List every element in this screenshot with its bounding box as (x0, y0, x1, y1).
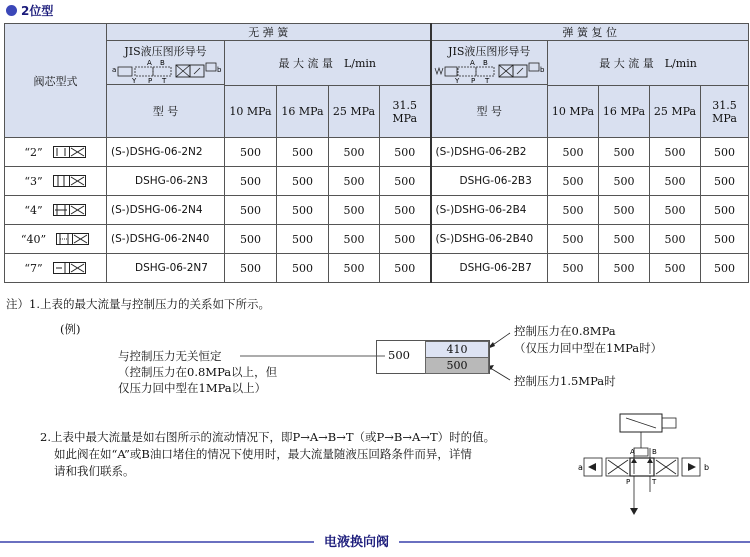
svg-text:T: T (485, 77, 490, 84)
flow-cell: 500 (329, 196, 380, 225)
jis-label-b: JIS液压图形导号 (448, 45, 531, 58)
flow-cell: 500 (701, 167, 749, 196)
left-line-1: 与控制压力无关恒定 (118, 349, 222, 363)
flow-cell: 500 (701, 254, 749, 283)
group-spring-return: 弹 簧 复 位 (431, 24, 749, 41)
model-n: (S-)DSHG-06-2N4 (107, 196, 225, 225)
flow-cell: 500 (380, 138, 431, 167)
flow-cell: 500 (599, 254, 650, 283)
note-1: 注）1.上表的最大流量与控制压力的关系如下所示。 (6, 297, 270, 311)
flow-cell: 500 (701, 196, 749, 225)
model-b: DSHG-06-2B7 (431, 254, 548, 283)
model-n: DSHG-06-2N3 (107, 167, 225, 196)
example-box-value: 500 (388, 348, 410, 362)
flow-cell: 500 (225, 225, 277, 254)
flow-cell: 500 (380, 196, 431, 225)
flow-cell: 500 (329, 167, 380, 196)
model-header-b: 型 号 (431, 85, 548, 138)
note2-line-3: 请和我们联系。 (54, 464, 135, 478)
jis-symbol-header-n (107, 41, 225, 85)
flow-cell: 500 (329, 138, 380, 167)
flow-cell: 500 (548, 196, 599, 225)
table-row (5, 196, 749, 225)
max-flow-header-b: 最 大 流 量 L/min (548, 41, 749, 86)
note2-line-1: 2.上表中最大流量是如右图所示的流动情况下，即P→A→B→T（或P→B→A→T）时的值。 (40, 430, 496, 444)
svg-text:P: P (626, 478, 631, 486)
flow-cell: 500 (277, 138, 329, 167)
table-row (5, 167, 749, 196)
flow-cell: 500 (650, 167, 701, 196)
left-line-3: 仅压力回中型在1MPa以上） (118, 381, 267, 395)
svg-text:Y: Y (131, 77, 136, 84)
model-b: (S-)DSHG-06-2B4 (431, 196, 548, 225)
table-row (5, 138, 749, 167)
example-right-text-1 (514, 323, 662, 357)
right1-line-1: 控制压力在0.8MPa (514, 324, 616, 338)
model-b: (S-)DSHG-06-2B40 (431, 225, 548, 254)
flow-cell: 500 (599, 196, 650, 225)
valve-symbol-spring-icon (432, 58, 548, 84)
flow-cell: 500 (599, 138, 650, 167)
svg-text:b: b (540, 66, 545, 74)
svg-text:B: B (652, 448, 657, 456)
pressure-b-1: 16 MPa (599, 86, 650, 138)
svg-text:P: P (147, 77, 152, 84)
pressure-b-0: 10 MPa (548, 86, 599, 138)
svg-text:A: A (470, 59, 476, 67)
flow-cell: 500 (277, 167, 329, 196)
flow-cell: 500 (701, 138, 749, 167)
spool-cell (5, 225, 107, 254)
jis-symbol-header-b (431, 41, 548, 85)
svg-text:B: B (159, 59, 165, 67)
section-title: 2位型 (21, 4, 54, 18)
group-no-spring: 无 弹 簧 (107, 24, 431, 41)
example-lower-value: 500 (425, 357, 489, 374)
flow-cell: 500 (650, 196, 701, 225)
pressure-n-3: 31.5 MPa (380, 86, 431, 138)
svg-text:b: b (216, 66, 221, 74)
svg-text:B: B (483, 59, 489, 67)
spool-label: “7” (24, 261, 43, 275)
example-upper-value: 410 (425, 341, 489, 358)
right1-line-2: （仅压力回中型在1MPa时） (514, 341, 663, 355)
pressure-n-2: 25 MPa (329, 86, 380, 138)
max-flow-header-n: 最 大 流 量 L/min (225, 41, 431, 86)
spool-type-header: 阀芯型式 (5, 24, 107, 138)
spool-symbol-icon (53, 204, 87, 216)
spool-label: “4” (24, 203, 43, 217)
flow-cell: 500 (599, 167, 650, 196)
flow-cell: 500 (380, 225, 431, 254)
model-b: (S-)DSHG-06-2B2 (431, 138, 548, 167)
spool-cell (5, 254, 107, 283)
flow-cell: 500 (329, 254, 380, 283)
pressure-b-2: 25 MPa (650, 86, 701, 138)
footer-title: 电液换向阀 (314, 531, 399, 550)
svg-text:A: A (146, 59, 152, 67)
model-n: (S-)DSHG-06-2N40 (107, 225, 225, 254)
jis-label-n: JIS液压图形导号 (124, 45, 207, 58)
flow-cell: 500 (701, 225, 749, 254)
pressure-n-1: 16 MPa (277, 86, 329, 138)
flow-cell: 500 (599, 225, 650, 254)
spec-table (4, 23, 749, 283)
spool-label: “3” (24, 174, 43, 188)
flow-diagram-icon (568, 412, 748, 522)
example-label: (例) (60, 322, 81, 336)
spool-symbol-icon (53, 262, 87, 274)
model-header-n: 型 号 (107, 85, 225, 138)
svg-text:A: A (630, 448, 635, 456)
flow-cell: 500 (380, 254, 431, 283)
valve-symbol-icon (107, 58, 224, 84)
example-right-text-2: 控制压力1.5MPa时 (514, 374, 616, 388)
spool-label: “2” (24, 145, 43, 159)
example-left-text (118, 348, 277, 396)
svg-text:P: P (471, 77, 476, 84)
flow-cell: 500 (548, 167, 599, 196)
flow-cell: 500 (548, 138, 599, 167)
flow-cell: 500 (277, 225, 329, 254)
spool-label: “40” (20, 232, 47, 246)
flow-cell: 500 (650, 138, 701, 167)
table-row (5, 254, 749, 283)
flow-cell: 500 (380, 167, 431, 196)
svg-text:a: a (578, 463, 583, 472)
spool-cell (5, 196, 107, 225)
model-n: DSHG-06-2N7 (107, 254, 225, 283)
left-line-2: （控制压力在0.8MPa以上，但 (118, 365, 278, 379)
flow-cell: 500 (548, 254, 599, 283)
svg-text:a: a (111, 66, 116, 74)
flow-cell: 500 (329, 225, 380, 254)
flow-cell: 500 (277, 254, 329, 283)
model-b: DSHG-06-2B3 (431, 167, 548, 196)
model-n: (S-)DSHG-06-2N2 (107, 138, 225, 167)
spool-symbol-icon (53, 146, 87, 158)
flow-cell: 500 (225, 254, 277, 283)
spool-symbol-icon (53, 175, 87, 187)
flow-cell: 500 (277, 196, 329, 225)
flow-cell: 500 (548, 225, 599, 254)
bullet-dot-icon (6, 5, 17, 16)
svg-text:Y: Y (455, 77, 460, 84)
note-2 (40, 429, 560, 480)
flow-cell: 500 (225, 138, 277, 167)
pressure-n-0: 10 MPa (225, 86, 277, 138)
flow-cell: 500 (225, 196, 277, 225)
svg-text:T: T (161, 77, 166, 84)
pressure-b-3: 31.5 MPa (701, 86, 749, 138)
spool-cell (5, 138, 107, 167)
flow-cell: 500 (650, 225, 701, 254)
spool-cell (5, 167, 107, 196)
section-header (6, 2, 53, 19)
flow-cell: 500 (225, 167, 277, 196)
flow-cell: 500 (650, 254, 701, 283)
svg-text:T: T (652, 478, 657, 486)
table-row (5, 225, 749, 254)
note2-line-2: 如此阀在如“A”或B油口堵住的情况下使用时，最大流量随液压回路条件而异，详情 (54, 447, 472, 461)
spool-symbol-icon (56, 233, 90, 245)
svg-text:b: b (704, 463, 710, 472)
